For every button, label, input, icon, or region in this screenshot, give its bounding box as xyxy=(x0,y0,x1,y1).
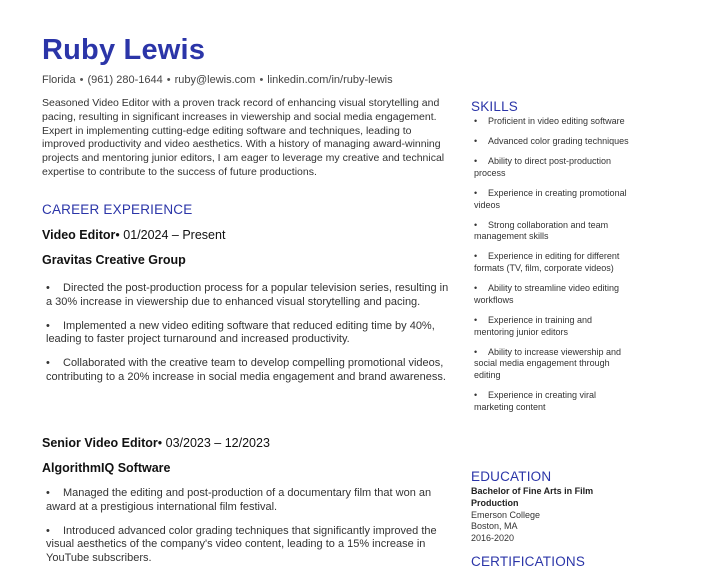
skill-item: • Ability to increase viewership and social media engagement through editing xyxy=(474,346,622,381)
education-heading: EDUCATION xyxy=(471,469,552,484)
list-item: • Implemented a new video editing software that reduced editing time by 40%, leading to faster project turnaround and increased productivity. xyxy=(46,319,435,346)
bullet-icon: • xyxy=(474,135,478,146)
job-2-bullets xyxy=(46,487,456,566)
contact-separator: • xyxy=(166,74,171,86)
bullet-icon: • xyxy=(474,346,478,357)
skill-item: • Experience in training and mentoring junior editors xyxy=(474,314,593,337)
skill-item: • Ability to streamline video editing workflows xyxy=(474,283,620,305)
bullet-icon: • xyxy=(46,357,50,370)
skill-item: • Experience in creating viral marketing content xyxy=(474,390,597,413)
contact-separator: • xyxy=(259,74,264,86)
school: Emerson College xyxy=(471,509,541,520)
bullet-icon: • xyxy=(474,251,478,262)
bullet-icon: • xyxy=(46,524,50,537)
skills-heading: SKILLS xyxy=(471,99,518,114)
career-experience-heading: CAREER EXPERIENCE xyxy=(42,202,193,217)
contact-line xyxy=(42,74,393,86)
skill-item: • Experience in creating promotional videos xyxy=(474,187,627,210)
contact-location: Florida xyxy=(42,74,76,86)
bullet-icon: • xyxy=(46,282,50,294)
contact-separator: • xyxy=(79,74,84,86)
skill-item: • Proficient in video editing software xyxy=(474,116,625,126)
list-item: • Introduced advanced color grading techniques that significantly improved the visual aesthetics of the company's video content, leading to a 15% increase in YouTube subscribers. xyxy=(46,524,437,565)
list-item: • Collaborated with the creative team to develop compelling promotional videos, contributing to a 20% increase in social media engagement and brand awareness. xyxy=(46,357,446,383)
degree: Bachelor of Fine Arts in Film Production xyxy=(471,486,594,508)
bullet-icon: • xyxy=(46,319,50,332)
contact-linkedin[interactable]: linkedin.com/in/ruby-lewis xyxy=(267,74,393,86)
job-1-bullets xyxy=(46,282,456,395)
bullet-icon: • xyxy=(474,283,478,294)
job-title-2 xyxy=(42,436,270,450)
contact-email[interactable]: ruby@lewis.com xyxy=(174,74,256,86)
list-item: • Managed the editing and post-production of a documentary film that won an award at a prestigious international film festival. xyxy=(46,487,432,513)
bullet-icon: • xyxy=(46,487,50,499)
skill-item: • Ability to direct post-production process xyxy=(474,155,612,178)
job-dates: 01/2024 – Present xyxy=(123,228,226,242)
bullet-icon: • xyxy=(474,187,478,198)
education-entry xyxy=(471,486,631,545)
job-title-separator: • xyxy=(115,228,120,242)
skill-item: • Strong collaboration and team management skills xyxy=(474,219,609,242)
certifications-heading: CERTIFICATIONS xyxy=(471,554,586,566)
bullet-icon: • xyxy=(474,116,478,126)
professional-summary: Seasoned Video Editor with a proven track record of enhancing visual storytelling and pacing, resulting in significant increases in viewership and social media engagement. Expert in implementing cutting-edge editing software and techniques, leading to improved productivity and video aesthetics. With a history of managing award-winning projects and mentoring junior editors, I am eager to leverage my creative and technical expertise to contribute to the success of future productions. xyxy=(42,97,445,178)
list-item: • Directed the post-production process for a popular television series, resulting in a 30% increase in viewership due to enhanced visual storytelling and pacing. xyxy=(46,282,449,308)
bullet-icon: • xyxy=(474,390,478,401)
school-location: Boston, MA xyxy=(471,521,518,532)
skill-item: • Experience in editing for different formats (TV, film, corporate videos) xyxy=(474,251,620,274)
bullet-icon: • xyxy=(474,155,478,166)
bullet-icon: • xyxy=(474,219,478,230)
job-title-separator: • xyxy=(157,436,163,450)
skills-list xyxy=(474,116,634,422)
job-title-1 xyxy=(42,228,225,242)
company-name-2: AlgorithmIQ Software xyxy=(42,461,171,475)
skill-item: • Advanced color grading techniques xyxy=(474,135,629,146)
job-title-text: Video Editor xyxy=(42,228,116,242)
bullet-icon: • xyxy=(474,314,478,325)
education-years: 2016-2020 xyxy=(471,533,515,544)
company-name-1: Gravitas Creative Group xyxy=(42,253,186,267)
job-dates: 03/2023 – 12/2023 xyxy=(165,436,270,450)
contact-phone: (961) 280-1644 xyxy=(87,74,163,86)
candidate-name: Ruby Lewis xyxy=(42,34,206,66)
job-title-text: Senior Video Editor xyxy=(42,436,158,450)
